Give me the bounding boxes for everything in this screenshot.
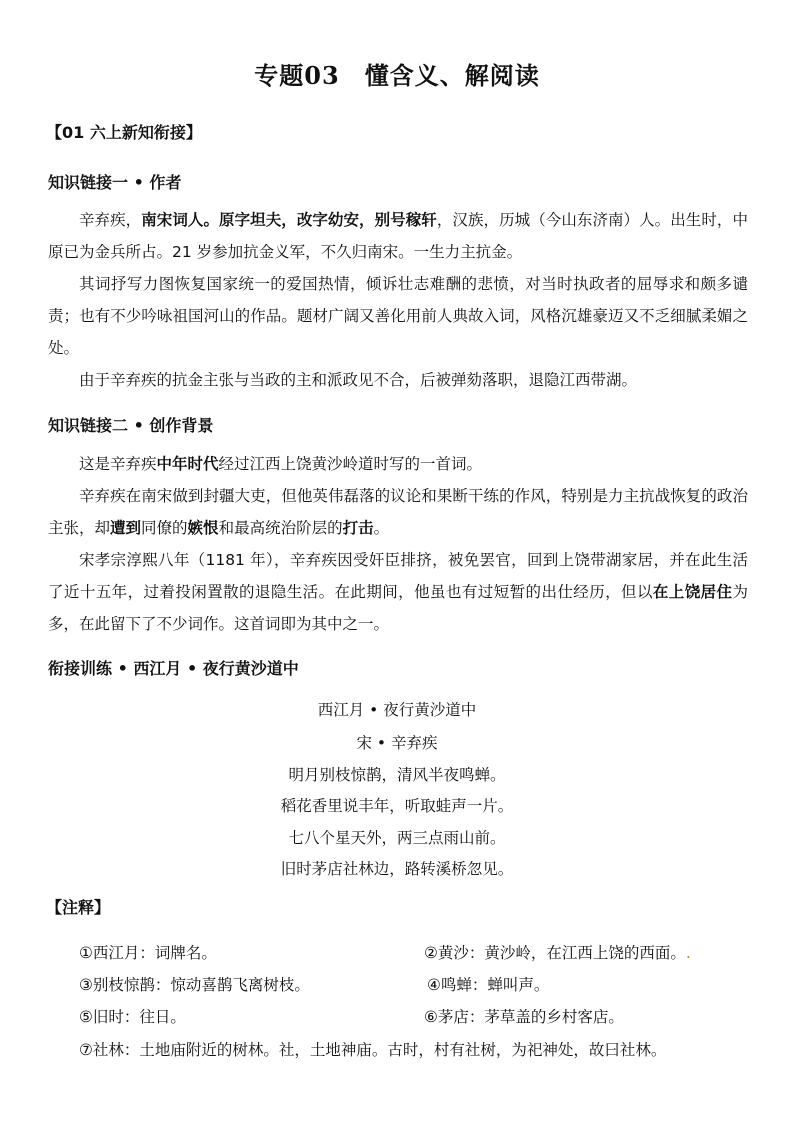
note-4: ④鸣蝉：蝉叫声。 [427, 976, 550, 994]
practice-heading: 衔接训练 • 西江月 • 夜行黄沙道中 [48, 659, 299, 678]
stray-mark: . [685, 944, 691, 962]
link2-p3-bold: 在上饶居住 [652, 583, 733, 601]
note-3: ③别枝惊鹊：惊动喜鹊飞离树枝。 [79, 976, 310, 994]
link2-paragraph-3 [48, 544, 748, 640]
note-2 [424, 941, 691, 963]
link2-p1-a: 这是辛弃疾 [79, 455, 157, 473]
link2-p2-bold-3: 打击 [342, 519, 374, 537]
link2-p2-e: 和最高统治阶层的 [218, 519, 343, 537]
link2-heading: 知识链接二 • 创作背景 [48, 416, 214, 435]
link2-p1-c: 经过江西上饶黄沙岭道时写的一首词。 [218, 455, 483, 473]
link2-p3-c: 为多，在此留下了不少词作。这首词即为其中之一。 [48, 583, 748, 633]
note-7: ⑦社林：土地庙附近的树林。社，土地神庙。古时，村有社树，为祀神处，故曰社林。 [79, 1041, 667, 1059]
link2-p2-bold-2: 嫉恨 [187, 519, 219, 537]
poem-line-2: 稻花香里说丰年，听取蛙声一片。 [280, 797, 514, 815]
link2-p3-a: 宋孝宗淳熙八年（1181 年），辛弃疾因受奸臣排挤，被免罢官，回到上饶带湖家居，并在此生活了近十五年，过着投闲置散的退隐生活。在此期间，他虽也有过短暂的出仕经历，但以 [48, 551, 748, 601]
note-2-text: ②黄沙：黄沙岭，在江西上饶的西面。 [424, 944, 686, 962]
link2-paragraph-2 [48, 480, 748, 544]
notes-heading: 【注释】 [46, 898, 111, 917]
poem-line-3: 七八个星天外，两三点雨山前。 [288, 829, 506, 847]
poem-title: 西江月 • 夜行黄沙道中 [317, 701, 477, 719]
link1-p1-a: 辛弃疾， [79, 211, 142, 229]
link2-p2-c: 同僚的 [141, 519, 188, 537]
page-title: 专题03 懂含义、解阅读 [254, 61, 540, 90]
note-5: ⑤旧时：往日。 [79, 1008, 186, 1026]
link2-p2-g: 。 [373, 519, 390, 537]
link1-paragraph-2: 其词抒写力图恢复国家统一的爱国热情，倾诉壮志难酬的悲愤，对当时执政者的屈辱求和颇多谴责；也有不少吟咏祖国河山的作品。题材广阔又善化用前人典故入词，风格沉雄豪迈又不乏细腻柔媚之处。 [48, 275, 748, 357]
link1-paragraph-3: 由于辛弃疾的抗金主张与当政的主和派政见不合，后被弹劾落职，退隐江西带湖。 [79, 371, 638, 389]
poem-line-4: 旧时茅店社林边，路转溪桥忽见。 [280, 860, 514, 878]
link2-paragraph-1 [48, 448, 748, 480]
link2-p2-a: 辛弃疾在南宋做到封疆大吏，但他英伟磊落的议论和果断干练的作风，特别是力主抗战恢复的政治主张，却 [48, 487, 748, 537]
poem-line-1: 明月别枝惊鹊，清风半夜鸣蝉。 [288, 766, 506, 784]
section-heading: 【01 六上新知衔接】 [46, 123, 202, 142]
poem-author: 宋 • 辛弃疾 [356, 734, 438, 752]
note-1: ①西江月：词牌名。 [79, 944, 217, 962]
link1-p1-bold: 南宋词人。原字坦夫，改字幼安，别号稼轩 [141, 211, 437, 229]
link1-heading: 知识链接一 • 作者 [48, 173, 182, 192]
link1-paragraph-1 [48, 204, 748, 268]
link2-p2-bold-1: 遭到 [110, 519, 142, 537]
note-6: ⑥茅店：茅草盖的乡村客店。 [424, 1008, 624, 1026]
link2-p1-bold: 中年时代 [156, 455, 219, 473]
link1-p1-c: ，汉族，历城（今山东济南）人。出生时，中原已为金兵所占。21 岁参加抗金义军，不久归南宋。一生力主抗金。 [48, 211, 748, 261]
